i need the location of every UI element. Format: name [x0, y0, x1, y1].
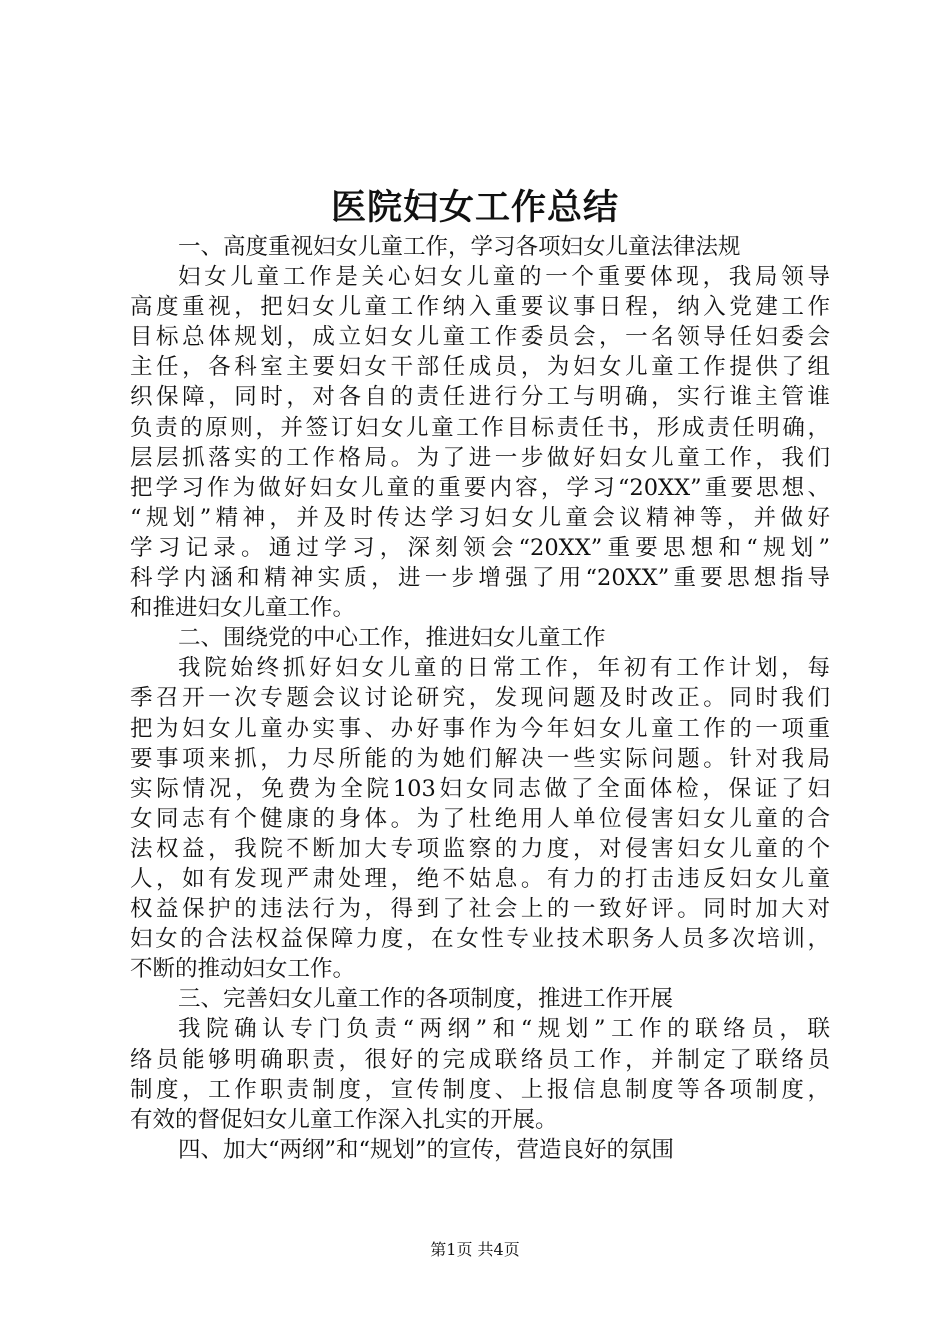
text-line: 季召开一次专题会议讨论研究，发现问题及时改正。同时我们 — [130, 685, 830, 712]
text-line: 层层抓落实的工作格局。为了进一步做好妇女儿童工作，我们 — [130, 444, 830, 471]
text-line: 和推进妇女儿童工作。 — [130, 595, 356, 622]
text-line: 二、围绕党的中心工作，推进妇女儿童工作 — [178, 625, 606, 652]
text-line: 主任，各科室主要妇女干部任成员，为妇女儿童工作提供了组 — [130, 354, 830, 381]
text-line: 络员能够明确职责，很好的完成联络员工作，并制定了联络员 — [130, 1046, 830, 1073]
text-line: 学习记录。通过学习，深刻领会“20XX”重要思想和“规划” — [130, 534, 830, 561]
document-title: 医院妇女工作总结 — [330, 187, 619, 228]
text-line: 人，如有发现严肃处理，绝不姑息。有力的打击违反妇女儿童 — [130, 865, 830, 892]
text-line: 权益保护的违法行为，得到了社会上的一致好评。同时加大对 — [130, 896, 830, 923]
text-line: 不断的推动妇女工作。 — [130, 956, 356, 983]
text-line: “规划”精神，并及时传达学习妇女儿童会议精神等，并做好 — [130, 504, 830, 531]
document-body — [130, 232, 830, 1165]
text-line: 实际情况，免费为全院103妇女同志做了全面体检，保证了妇 — [130, 775, 830, 802]
text-line: 我院始终抓好妇女儿童的日常工作，年初有工作计划，每 — [178, 655, 830, 682]
text-line: 有效的督促妇女儿童工作深入扎实的开展。 — [130, 1106, 558, 1133]
text-line: 妇女儿童工作是关心妇女儿童的一个重要体现，我局领导 — [178, 264, 830, 291]
text-line: 法权益，我院不断加大专项监察的力度，对侵害妇女儿童的个 — [130, 835, 830, 862]
text-line: 女同志有个健康的身体。为了杜绝用人单位侵害妇女儿童的合 — [130, 805, 830, 832]
text-line: 制度，工作职责制度，宣传制度、上报信息制度等各项制度， — [130, 1076, 830, 1103]
page-footer: 第1页 共4页 — [430, 1240, 520, 1259]
text-line: 四、加大“两纲”和“规划”的宣传，营造良好的氛围 — [178, 1136, 675, 1163]
text-line: 把为妇女儿童办实事、办好事作为今年妇女儿童工作的一项重 — [130, 715, 830, 742]
text-line: 目标总体规划，成立妇女儿童工作委员会，一名领导任妇委会 — [130, 324, 830, 351]
text-line: 织保障，同时，对各自的责任进行分工与明确，实行谁主管谁 — [130, 384, 830, 411]
text-line: 高度重视，把妇女儿童工作纳入重要议事日程，纳入党建工作 — [130, 294, 830, 321]
text-line: 妇女的合法权益保障力度，在女性专业技术职务人员多次培训， — [130, 926, 830, 953]
text-line: 一、高度重视妇女儿童工作，学习各项妇女儿童法律法规 — [178, 234, 741, 260]
text-line: 我院确认专门负责“两纲”和“规划”工作的联络员，联 — [178, 1016, 830, 1043]
text-line: 科学内涵和精神实质，进一步增强了用“20XX”重要思想指导 — [130, 565, 830, 592]
text-line: 要事项来抓，力尽所能的为她们解决一些实际问题。针对我局 — [130, 745, 830, 772]
text-line: 负责的原则，并签订妇女儿童工作目标责任书，形成责任明确， — [130, 414, 830, 441]
text-line: 三、完善妇女儿童工作的各项制度，推进工作开展 — [178, 986, 674, 1013]
text-line: 把学习作为做好妇女儿童的重要内容，学习“20XX”重要思想、 — [130, 474, 830, 501]
